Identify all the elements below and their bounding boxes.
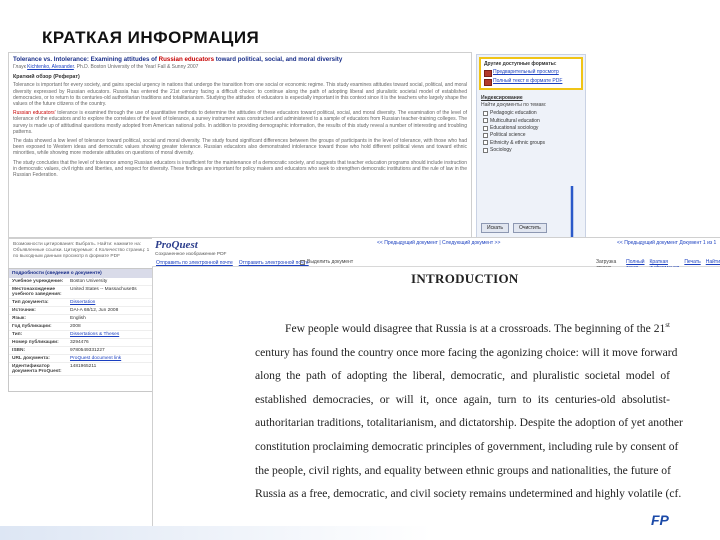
proquest-toolbar <box>152 237 720 267</box>
checkbox[interactable] <box>483 140 488 145</box>
checkbox[interactable] <box>483 148 488 153</box>
metadata-row <box>9 363 153 376</box>
metadata-value: United States -- Massachusetts <box>70 287 137 292</box>
format-tools: Загрузка Полный Краткая Печать Найти <box>596 259 720 277</box>
pdf-line: along the path of adopting the liberal, democratic, and pluralistic societal model of <box>255 369 670 383</box>
format-link-pdf[interactable]: Полный текст в формате PDF <box>484 78 578 84</box>
metadata-value: 9780549331227 <box>70 348 105 353</box>
clear-button[interactable]: Очистить <box>513 223 547 233</box>
metadata-rows <box>9 278 153 376</box>
metadata-key: Учебное учреждение: <box>12 279 64 284</box>
metadata-header: Подробности (сведения о документе) <box>9 269 153 278</box>
subjects-subheading: Найти документы по темам: <box>481 102 547 109</box>
metadata-value: Boston University <box>70 279 108 284</box>
metadata-row <box>9 307 153 315</box>
abstract-paragraph: Tolerance is important for every society, and gains special urgency in nations that undergo the transition from one social or economic regime. This study examines attitudes toward social, political, and moral diversity expressed by Russian educators. Russia has entered the 21st century facing a difficult choice: to continue along the path of adopting liberal and pluralistic societal model of established democracies, or to return to its centuries-old authoritarian traditions and totalitarianism. Studying the attitudes of educators is especially important in this context since it is the teachers who largely shape the values of the future citizens of the country. <box>13 82 467 108</box>
tool-find[interactable]: Найти <box>705 259 720 265</box>
abstract-paragraph: The data showed a low level of tolerance toward political, social and moral diversity. The study found significant differences between the groups of participants in the level of tolerance, with those who had been exposed to Western ideas and democratic values showing greater tolerance. Russian educators also demonstrated intolerance toward those who hold different political views and toward ethnic minorities, while showing more moderate attitudes on questions of moral diversity. <box>13 138 467 157</box>
subject-list <box>477 109 585 153</box>
metadata-key: Идентификатор документа ProQuest: <box>12 364 62 374</box>
metadata-key: Год публикации: <box>12 324 52 329</box>
search-button[interactable]: Искать <box>481 223 509 233</box>
metadata-row <box>9 278 153 286</box>
metadata-key: Тип документа: <box>12 300 49 305</box>
metadata-key: ISBN: <box>12 348 26 353</box>
metadata-value: DAI-A 68/12, Jun 2008 <box>70 308 119 313</box>
subject-item[interactable]: Political science <box>483 132 581 138</box>
metadata-row <box>9 347 153 355</box>
highlight-term: Russian educators <box>158 56 215 63</box>
subject-item[interactable]: Educational sociology <box>483 125 581 131</box>
subject-item[interactable]: Pedagogic education <box>483 110 581 116</box>
metadata-value: 1481965211 <box>70 364 97 369</box>
document-navigation[interactable]: << Предыдущий документ | Следующий документ >> <box>377 240 501 246</box>
metadata-row <box>9 339 153 347</box>
slide-title: КРАТКАЯ ИНФОРМАЦИЯ <box>42 28 260 47</box>
metadata-key: Тип: <box>12 332 23 337</box>
proquest-subtitle: Сохраненное изображение PDF <box>155 252 227 257</box>
pdf-body-text <box>255 317 683 506</box>
abstract-heading: Краткий обзор (Реферат) <box>13 74 80 81</box>
document-navigation-right[interactable]: << Предыдущий документ Документ 1 из 1 <box>617 240 717 246</box>
email-link[interactable]: Отправить по электронной почте <box>156 260 233 266</box>
email-link[interactable]: Отправить электронной почте <box>238 260 309 266</box>
document-metadata <box>8 268 154 392</box>
pdf-line: Russia as a free, democratic, and civil society remains undetermined and highly volatile (cf. <box>255 487 682 501</box>
pdf-line: century has found the country once more facing the agonizing choice: will it move forward <box>255 345 678 359</box>
email-links <box>156 260 309 266</box>
metadata-value: 2008 <box>70 324 81 329</box>
pdf-page <box>152 267 720 540</box>
metadata-row <box>9 355 153 363</box>
subject-item[interactable]: Multicultural education <box>483 118 581 124</box>
metadata-key: URL документа: <box>12 356 50 361</box>
footer-logo: FP <box>651 512 669 528</box>
checkbox[interactable] <box>483 133 488 138</box>
mark-document[interactable]: Выделить документ <box>300 259 353 265</box>
abstract-paragraph: The study concludes that the level of tolerance among Russian educators is insufficient for the maintenance of a democratic society, and suggests that teacher education programs should include instruction in democratic values, civil rights and liberties, and respect for diversity. These findings are important for policy makers and educators who seek to strengthen democratic institutions and the rule of law in the Russian Federation. <box>13 159 467 179</box>
slide-footer-bar <box>0 526 720 540</box>
subject-item[interactable]: Ethnicity & ethnic groups <box>483 140 581 146</box>
checkbox[interactable] <box>483 126 488 131</box>
pdf-heading: INTRODUCTION <box>411 271 519 286</box>
metadata-row <box>9 323 153 331</box>
tool-summary[interactable]: Краткая <box>649 259 668 265</box>
metadata-value[interactable]: Dissertations & Theses <box>70 332 120 337</box>
pdf-line: the people, civil rights, and equality between ethnic groups and nationalities, the future of <box>255 463 671 477</box>
tool-print[interactable]: Печать <box>684 259 701 265</box>
metadata-value[interactable]: Dissertation <box>70 300 96 305</box>
abstract-screenshot <box>8 52 472 238</box>
metadata-value: English <box>70 316 86 321</box>
metadata-value[interactable]: ProQuest document link <box>70 356 122 361</box>
sidebar-buttons <box>481 223 547 233</box>
pdf-line: established democracies, or will it, once again, turn to its centuries-old absolutist- <box>255 392 670 406</box>
pdf-line: Few people would disagree that Russia is at a crossroads. The beginning of the 21st <box>285 321 670 335</box>
checkbox[interactable] <box>483 111 488 116</box>
metadata-row <box>9 299 153 307</box>
pdf-line: authoritarian traditions, totalitarianism, and dictatorship. Despite the adoption of yet another <box>255 416 683 430</box>
other-formats-box <box>479 57 583 90</box>
author-link[interactable]: Kichtenko, Alexander <box>27 64 74 70</box>
tool-full-text[interactable]: Полный <box>626 259 645 265</box>
checkbox[interactable] <box>300 260 305 265</box>
abstract-paragraph: Russian educators' tolerance is examined through the use of quantitative methods to determine the attitudes of these educators toward political, social, and moral diversity. The examination of the level of tolerance of the educators and to explore the correlates of the level of tolerance, a survey instrument was constructed and administered to a sample of educators from Russian teacher-training colleges. The survey is made up of attitudinal questions mostly adopted from American national polls. In addition to providing demographic information, the results of this study reveal a number of interesting and troubling patterns. <box>13 110 467 135</box>
subjects-heading: Индексирование <box>481 94 523 101</box>
record-author-line: Глаук Kichtenko, Alexander. Ph.D. Boston University of the Year/ Fall & Sunny 2007 <box>13 64 199 70</box>
format-link-preview[interactable]: Предварительный просмотр <box>484 69 578 75</box>
metadata-row <box>9 331 153 339</box>
metadata-key: Язык: <box>12 316 26 321</box>
proquest-logo: ProQuest <box>155 239 198 251</box>
metadata-row <box>9 315 153 323</box>
metadata-row <box>9 286 153 299</box>
metadata-key: Источник: <box>12 308 36 313</box>
record-title[interactable]: Tolerance vs. Intolerance: Examining attitudes of Russian educators toward political, social, and moral diversity <box>13 56 343 63</box>
metadata-key: Местонахождение учебного заведения: <box>12 287 62 297</box>
metadata-value: 3294476 <box>70 340 89 345</box>
subject-item[interactable]: Sociology <box>483 147 581 153</box>
metadata-key: Номер публикации: <box>12 340 59 345</box>
citation-details: Возможности цитирования: Выбрать. Найти: нажмите на: Объявленные ссылки. Цитируемые: 4 Количество страниц: 1 по выходным данным просмотр в формате PDF <box>8 238 158 358</box>
pdf-line: constitution proclaiming democratic principles of government, including rule by consent of <box>255 439 679 453</box>
checkbox[interactable] <box>483 118 488 123</box>
formats-heading: Другие доступные форматы: <box>484 61 557 67</box>
